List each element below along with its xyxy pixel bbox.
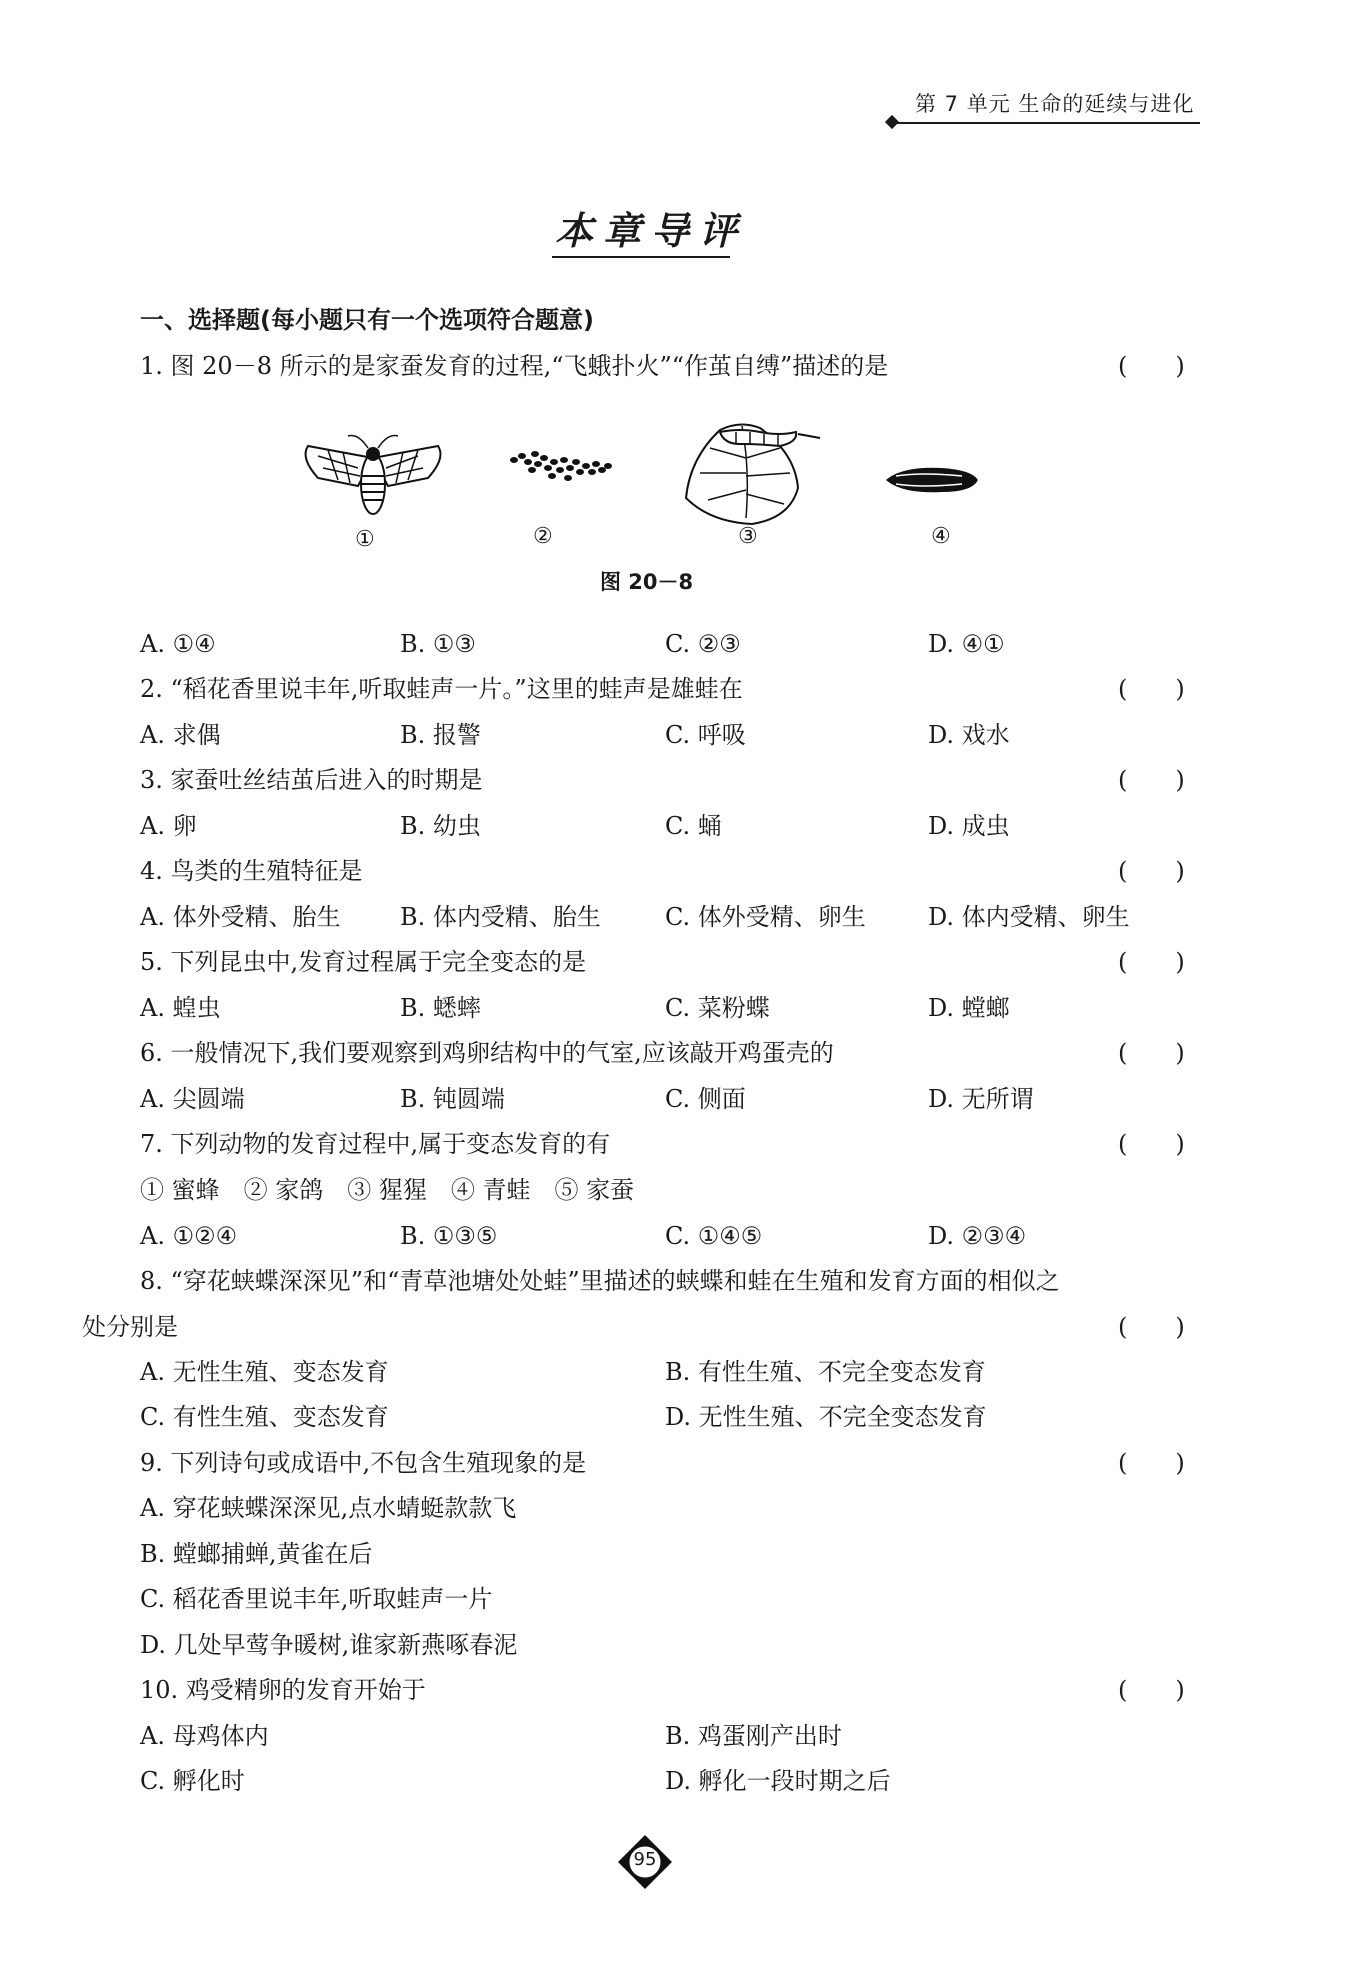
q1-option-d: D. ④①: [928, 630, 1005, 658]
q7-option-a: A. ①②④: [140, 1222, 238, 1250]
larva-on-leaf-figure: [680, 418, 822, 528]
q6-option-c: C. 侧面: [665, 1085, 746, 1113]
figure-label-2: ②: [533, 524, 553, 549]
q3-option-c: C. 蛹: [665, 812, 722, 840]
header-rule: [895, 122, 1200, 124]
question-2: 2. “稻花香里说丰年,听取蛙声一片。”这里的蛙声是雄蛙在: [140, 675, 743, 703]
q7-option-c: C. ①④⑤: [665, 1222, 763, 1250]
q5-option-c: C. 菜粉蝶: [665, 994, 770, 1022]
figure-label-3: ③: [738, 524, 758, 549]
question-5: 5. 下列昆虫中,发育过程属于完全变态的是: [140, 948, 587, 976]
q1-option-c: C. ②③: [665, 630, 741, 658]
q5-option-d: D. 螳螂: [928, 994, 1010, 1022]
q5-option-b: B. 蟋蟀: [400, 994, 481, 1022]
section-heading: 一、选择题(每小题只有一个选项符合题意): [140, 306, 594, 334]
answer-paren: ( ): [1118, 675, 1185, 703]
q7-option-b: B. ①③⑤: [400, 1222, 498, 1250]
q8-option-a: A. 无性生殖、变态发育: [140, 1358, 389, 1386]
question-9: 9. 下列诗句或成语中,不包含生殖现象的是: [140, 1449, 587, 1477]
q8-option-b: B. 有性生殖、不完全变态发育: [665, 1358, 986, 1386]
q2-option-c: C. 呼吸: [665, 721, 746, 749]
question-8-continued: 处分别是: [82, 1313, 178, 1341]
q3-option-a: A. 卵: [140, 812, 197, 840]
question-3: 3. 家蚕吐丝结茧后进入的时期是: [140, 766, 483, 794]
eggs-figure: [508, 440, 618, 486]
question-4: 4. 鸟类的生殖特征是: [140, 857, 363, 885]
q6-option-b: B. 钝圆端: [400, 1085, 505, 1113]
question-8: 8. “穿花蛱蝶深深见”和“青草池塘处处蛙”里描述的蛱蝶和蛙在生殖和发育方面的相似之: [140, 1267, 1060, 1295]
question-10: 10. 鸡受精卵的发育开始于: [140, 1676, 426, 1704]
question-6: 6. 一般情况下,我们要观察到鸡卵结构中的气室,应该敲开鸡蛋壳的: [140, 1039, 834, 1067]
page-number: 95: [633, 1849, 657, 1870]
q2-option-d: D. 戏水: [928, 721, 1010, 749]
question-7: 7. 下列动物的发育过程中,属于变态发育的有: [140, 1130, 611, 1158]
q9-option-b: B. 螳螂捕蝉,黄雀在后: [140, 1540, 373, 1568]
figure-caption: 图 20－8: [600, 570, 694, 594]
q4-option-b: B. 体内受精、胎生: [400, 903, 601, 931]
chapter-title: 本章导评: [555, 208, 748, 253]
q10-option-a: A. 母鸡体内: [140, 1722, 269, 1750]
q2-option-b: B. 报警: [400, 721, 481, 749]
q6-option-a: A. 尖圆端: [140, 1085, 245, 1113]
figure-label-1: ①: [355, 527, 375, 552]
q6-option-d: D. 无所谓: [928, 1085, 1034, 1113]
answer-paren: ( ): [1118, 1676, 1185, 1704]
title-underline: [552, 256, 730, 258]
answer-paren: ( ): [1118, 948, 1185, 976]
answer-paren: ( ): [1118, 352, 1185, 380]
q10-option-d: D. 孵化一段时期之后: [665, 1767, 891, 1795]
q4-option-d: D. 体内受精、卵生: [928, 903, 1130, 931]
question-1: 1. 图 20－8 所示的是家蚕发育的过程,“飞蛾扑火”“作茧自缚”描述的是: [140, 352, 889, 380]
answer-paren: ( ): [1118, 857, 1185, 885]
moth-figure: [298, 428, 448, 520]
answer-paren: ( ): [1118, 1449, 1185, 1477]
answer-paren: ( ): [1118, 1039, 1185, 1067]
cocoon-figure: [882, 462, 982, 498]
q8-option-d: D. 无性生殖、不完全变态发育: [665, 1403, 987, 1431]
figure-label-4: ④: [931, 524, 951, 549]
q9-option-a: A. 穿花蛱蝶深深见,点水蜻蜓款款飞: [140, 1494, 517, 1522]
answer-paren: ( ): [1118, 1130, 1185, 1158]
q5-option-a: A. 蝗虫: [140, 994, 221, 1022]
q3-option-b: B. 幼虫: [400, 812, 481, 840]
q10-option-b: B. 鸡蛋刚产出时: [665, 1722, 842, 1750]
unit-header: 第 7 单元 生命的延续与进化: [915, 92, 1195, 116]
question-7-items: ① 蜜蜂 ② 家鸽 ③ 猩猩 ④ 青蛙 ⑤ 家蚕: [140, 1176, 635, 1204]
q7-option-d: D. ②③④: [928, 1222, 1027, 1250]
q9-option-c: C. 稻花香里说丰年,听取蛙声一片: [140, 1585, 493, 1613]
q1-option-b: B. ①③: [400, 630, 476, 658]
q3-option-d: D. 成虫: [928, 812, 1010, 840]
q1-option-a: A. ①④: [140, 630, 216, 658]
answer-paren: ( ): [1118, 766, 1185, 794]
answer-paren: ( ): [1118, 1313, 1185, 1341]
q4-option-c: C. 体外受精、卵生: [665, 903, 866, 931]
q8-option-c: C. 有性生殖、变态发育: [140, 1403, 389, 1431]
q4-option-a: A. 体外受精、胎生: [140, 903, 341, 931]
q9-option-d: D. 几处早莺争暖树,谁家新燕啄春泥: [140, 1631, 518, 1659]
q2-option-a: A. 求偶: [140, 721, 221, 749]
q10-option-c: C. 孵化时: [140, 1767, 245, 1795]
